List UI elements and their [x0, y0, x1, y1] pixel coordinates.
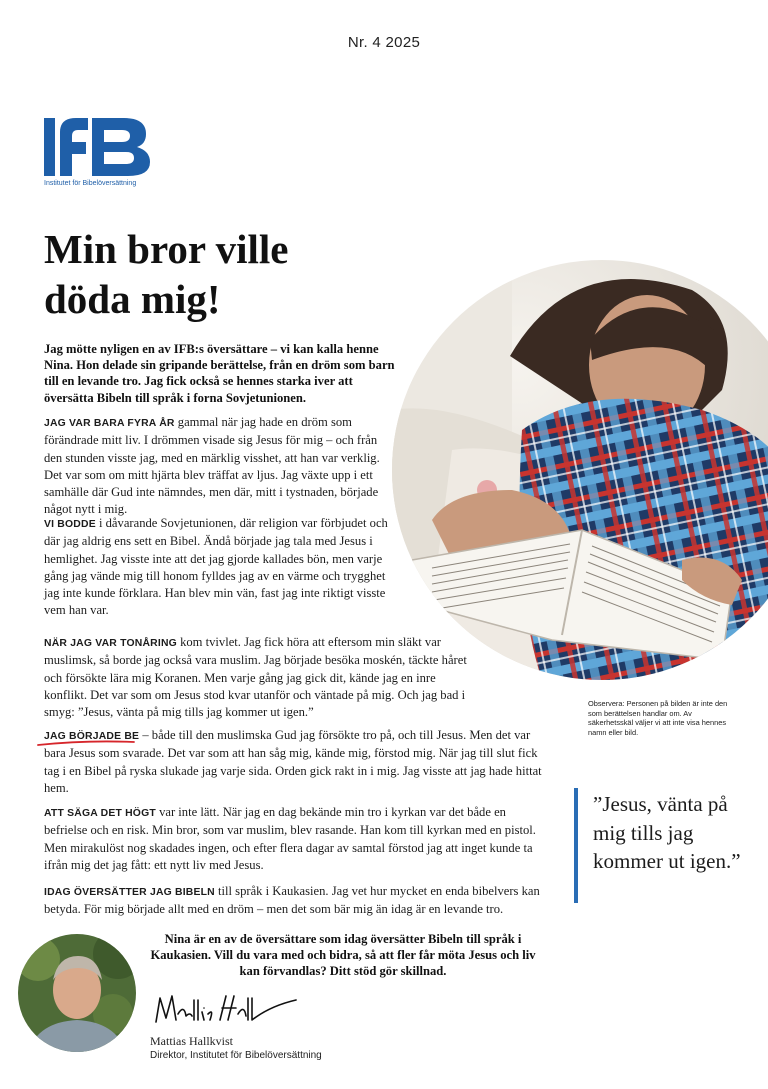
- logo-text: Institutet för Bibelöversättning: [44, 180, 137, 187]
- headline-line-2: döda mig!: [44, 276, 221, 322]
- red-underline-stroke: [36, 736, 136, 748]
- paragraph-3: [44, 634, 480, 721]
- paragraph-6: [44, 883, 554, 919]
- paragraph-1: [44, 414, 394, 519]
- paragraph-kicker: NÄR JAG VAR TONÅRING: [44, 638, 177, 649]
- paragraph-kicker: JAG BÖRJADE BE: [44, 731, 140, 742]
- paragraph-5: [44, 804, 544, 874]
- paragraph-text: i dåvarande Sovjetunionen, där religion var förbjudet och där jag aldrig ens sett en Bibel. Ändå började jag tala med Jesus i hemlighet. Jag visste inte att det jag gjorde kallades bön, men varje gång jag vände mig till honom fylldes jag av en värme och trygghet jag inte kunde förklara. Han blev min vän, fast jag inte riktigt visste vem han var.: [44, 516, 388, 618]
- reading-woman-photo: [392, 260, 768, 680]
- paragraph-text: – både till den muslimska Gud jag försökte tro på, och till Jesus. Men det var bara Jesus som svarade. Det var som att han såg mig, kände mig, förstod mig. När jag till slut fick tag i en Bibel på ryska slukade jag varje sida. Orden gick rakt in i mig. Jag visste att jag hade hittat hem.: [44, 728, 542, 795]
- signer-title: Direktor, Institutet för Bibelöversättning: [150, 1050, 322, 1061]
- director-avatar: [18, 934, 136, 1052]
- paragraph-2: [44, 515, 402, 620]
- handwritten-signature: [150, 986, 300, 1034]
- photo-caption: Observera: Personen på bilden är inte den som berättelsen handlar om. Av säkerhetsskäl väljer vi att inte visa hennes namn eller bild.: [588, 699, 728, 737]
- quote-accent-bar: [574, 788, 578, 903]
- signer-name: Mattias Hallkvist: [150, 1034, 233, 1048]
- issue-number: Nr. 4 2025: [347, 34, 421, 51]
- paragraph-kicker: JAG VAR BARA FYRA ÅR: [44, 418, 175, 429]
- paragraph-text: kom tvivlet. Jag fick höra att eftersom min släkt var muslimsk, så borde jag också vara muslim. Jag började besöka moskén, täckte håret och försökte lära mig Koranen. Men varje gång jag gick dit, kände jag en inre konflikt. Det var som om Jesus stod kvar utanför och väntade på mig. Och jag bad i smyg: ”Jesus, vänta på mig tills jag kommer ut igen.”: [44, 635, 467, 720]
- paragraph-text: till språk i Kaukasien. Jag vet hur mycket en enda bibelvers kan betyda. För mig började allt med en dröm – men det som bär mig än idag är en levande tro.: [44, 884, 540, 917]
- pull-quote: ”Jesus, vänta på mig tills jag kommer ut igen.”: [593, 792, 741, 873]
- paragraph-kicker: VI BODDE: [44, 519, 96, 530]
- paragraph-kicker: IDAG ÖVERSÄTTER JAG BIBELN: [44, 887, 215, 898]
- paragraph-text: gammal när jag hade en dröm som förändrade mitt liv. I drömmen visade sig Jesus för mig – och från den stunden visste jag, med en märklig visshet, att han var verklig. Det var som om mitt hjärta blev träffat av ljus. Jag växte upp i ett samhälle där Gud inte nämndes, men där, mitt i tystnaden, började något nytt i mig.: [44, 415, 380, 517]
- closing-appeal: Nina är en av de översättare som idag översätter Bibeln till språk i Kaukasien. Vill du vara med och bidra, så att fler får möta Jesus och liv kan förvandlas? Ditt stöd gör skillnad.: [150, 932, 536, 979]
- paragraph-text: var inte lätt. När jag en dag bekände min tro i kyrkan var det både en befrielse och en risk. Min bror, som var muslim, blev rasande. Han kom till kyrkan med en pistol. Men mirakulöst nog skadades ingen, och efter flera dagar av samtal förstod jag att inget kunde ta ifrån mig det jag fått: ett nytt liv med Jesus.: [44, 805, 536, 872]
- headline-line-1: Min bror ville: [44, 226, 289, 272]
- headline: [44, 224, 384, 324]
- paragraph-kicker: ATT SÄGA DET HÖGT: [44, 808, 156, 819]
- lead-paragraph: Jag mötte nyligen en av IFB:s översättare – vi kan kalla henne Nina. Hon delade sin gripande berättelse, från en dröm som barn till en levande tro. Jag fick också se hennes starka iver att översätta Bibeln till språk i forna Sovjetunionen.: [44, 342, 395, 405]
